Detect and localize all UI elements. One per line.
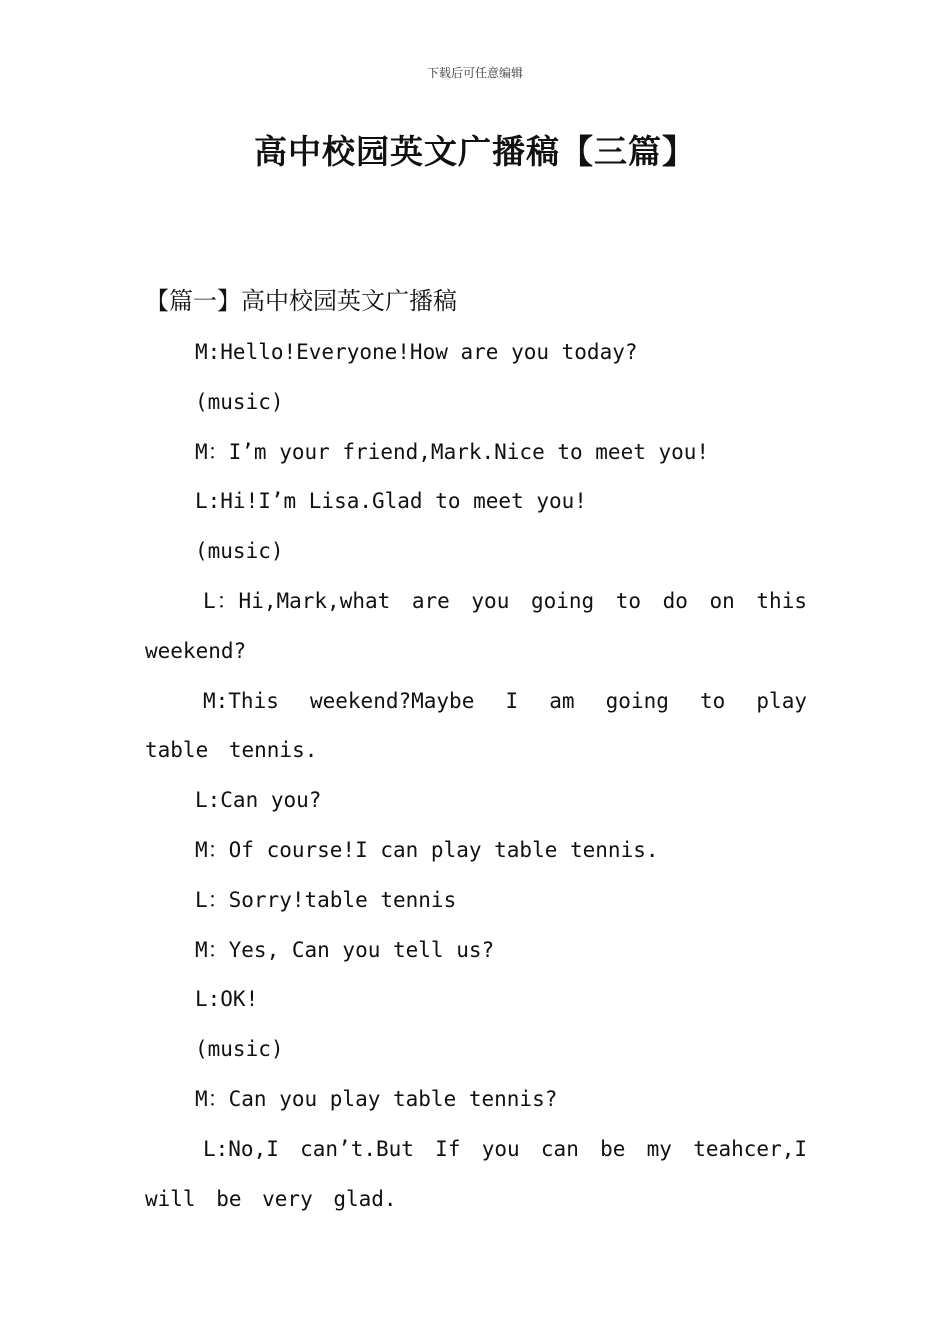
dialogue-paragraph: L:No,I can’t.But If you can be my teahcer,I will be very glad. <box>145 1136 807 1211</box>
dialogue-line: (music) <box>195 1037 284 1062</box>
dialogue-paragraph: L：Hi,Mark,what are you going to do on this weekend? <box>145 588 807 663</box>
dialogue-body <box>145 328 807 1224</box>
dialogue-line: L:Hi!I’m Lisa.Glad to meet you! <box>195 489 587 514</box>
dialogue-line: M：Yes, Can you tell us? <box>195 937 495 962</box>
dialogue-line: L:Can you? <box>195 788 322 813</box>
dialogue-line: (music) <box>195 389 284 414</box>
dialogue-line: L：Sorry!table tennis <box>195 887 457 912</box>
dialogue-line: M：I’m your friend,Mark.Nice to meet you! <box>195 439 710 464</box>
header-note: 下载后可任意编辑 <box>426 66 523 80</box>
dialogue-paragraph: M:This weekend?Maybe I am going to play table tennis. <box>145 688 807 763</box>
dialogue-line: M:Hello!Everyone!How are you today? <box>195 340 638 364</box>
section-heading: 【篇一】高中校园英文广播稿 <box>145 287 457 315</box>
document-title: 高中校园英文广播稿【三篇】 <box>254 132 696 171</box>
dialogue-line: L:OK! <box>195 987 259 1012</box>
dialogue-line: M：Can you play table tennis? <box>195 1086 558 1111</box>
dialogue-line: M：Of course!I can play table tennis. <box>195 837 659 862</box>
dialogue-line: (music) <box>195 539 284 564</box>
